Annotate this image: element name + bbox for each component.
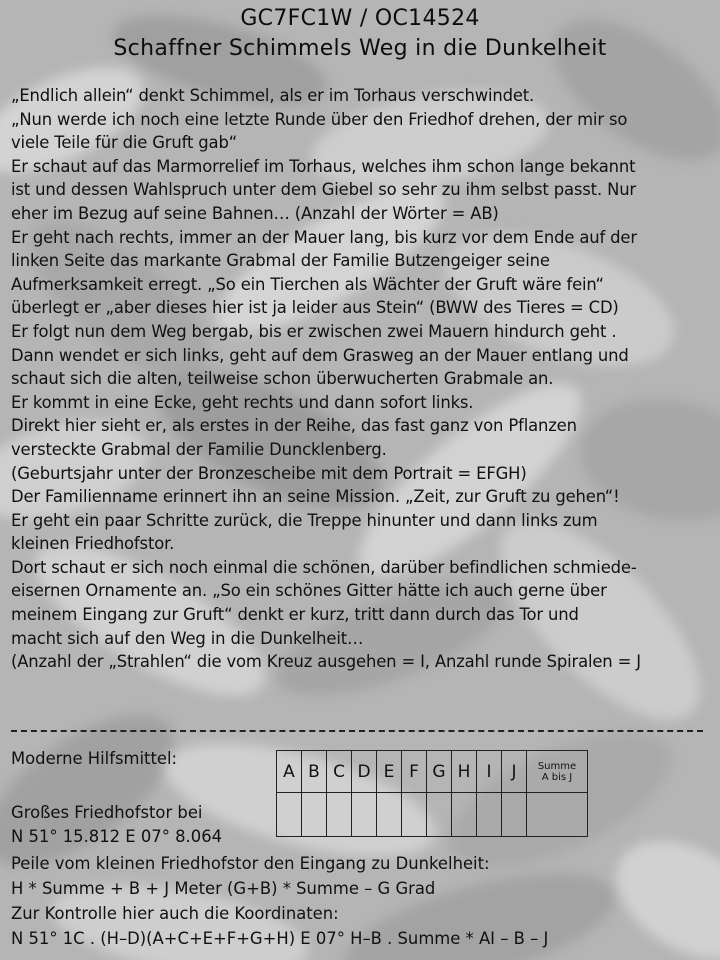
story-line: kleinen Friedhofstor. bbox=[11, 534, 175, 554]
worksheet-header-f: F bbox=[402, 751, 427, 793]
story-line: Dann wendet er sich links, geht auf dem Grasweg an der Mauer entlang und bbox=[11, 345, 629, 365]
story-line: (Geburtsjahr unter der Bronzescheibe mit dem Portrait = EFGH) bbox=[11, 463, 527, 483]
story-line: Er folgt nun dem Weg bergab, bis er zwischen zwei Mauern hindurch geht . bbox=[11, 321, 617, 341]
story-line: Dort schaut er sich noch einmal die schönen, darüber befindlichen schmiede- bbox=[11, 557, 637, 577]
friedhofstor-coordinates: N 51° 15.812 E 07° 8.064 bbox=[11, 827, 223, 846]
story-line: viele Teile für die Gruft gab“ bbox=[11, 133, 238, 153]
worksheet-cell-sum[interactable] bbox=[527, 793, 588, 837]
worksheet-cell-h[interactable] bbox=[452, 793, 477, 837]
worksheet-header-e: E bbox=[377, 751, 402, 793]
worksheet-cell-c[interactable] bbox=[327, 793, 352, 837]
story-line: macht sich auf den Weg in die Dunkelheit… bbox=[11, 628, 364, 648]
story-line: Er geht nach rechts, immer an der Mauer lang, bis kurz vor dem Ende auf der bbox=[11, 227, 637, 247]
worksheet-cell-j[interactable] bbox=[502, 793, 527, 837]
story-line: meinem Eingang zur Gruft“ denkt er kurz, tritt dann durch das Tor und bbox=[11, 605, 579, 625]
worksheet-header-b: B bbox=[302, 751, 327, 793]
story-text bbox=[11, 84, 717, 674]
story-line: Der Familienname erinnert ihn an seine Mission. „Zeit, zur Gruft zu gehen“! bbox=[11, 487, 620, 507]
cache-name-title: Schaffner Schimmels Weg in die Dunkelheit bbox=[113, 36, 607, 61]
instruction-line: H * Summe + B + J Meter (G+B) * Summe – G Grad bbox=[11, 879, 436, 898]
sum-sublabel: A bis J bbox=[541, 771, 573, 783]
story-line: schaut sich die alten, teilweise schon überwucherten Grabmale an. bbox=[11, 369, 554, 389]
worksheet-cell-a[interactable] bbox=[277, 793, 302, 837]
instructions-block bbox=[11, 851, 548, 951]
worksheet-header-c: C bbox=[327, 751, 352, 793]
story-line: ist und dessen Wahlspruch unter dem Giebel so sehr zu ihm selbst passt. Nur bbox=[11, 180, 637, 200]
story-line: Er schaut auf das Marmorrelief im Torhaus, welches ihm schon lange bekannt bbox=[11, 156, 636, 176]
worksheet-header-g: G bbox=[427, 751, 452, 793]
instruction-line: Peile vom kleinen Friedhofstor den Eingang zu Dunkelheit: bbox=[11, 854, 490, 873]
worksheet-header-i: I bbox=[477, 751, 502, 793]
worksheet-cell-e[interactable] bbox=[377, 793, 402, 837]
story-line: Er geht ein paar Schritte zurück, die Treppe hinunter und dann links zum bbox=[11, 510, 598, 530]
worksheet-header-a: A bbox=[277, 751, 302, 793]
worksheet-header-j: J bbox=[502, 751, 527, 793]
story-line: „Nun werde ich noch eine letzte Runde über den Friedhof drehen, der mir so bbox=[11, 109, 628, 129]
story-line: versteckte Grabmal der Familie Duncklenberg. bbox=[11, 439, 387, 459]
worksheet-cell-g[interactable] bbox=[427, 793, 452, 837]
story-line: (Anzahl der „Strahlen“ die vom Kreuz ausgehen = I, Anzahl runde Spiralen = J bbox=[11, 652, 641, 672]
story-line: eher im Bezug auf seine Bahnen… (Anzahl der Wörter = AB) bbox=[11, 203, 499, 223]
cache-code-title: GC7FC1W / OC14524 bbox=[240, 6, 480, 31]
worksheet-cell-f[interactable] bbox=[402, 793, 427, 837]
story-line: eisernen Ornamente an. „So ein schönes Gitter hätte ich auch gerne über bbox=[11, 581, 607, 601]
story-line: Direkt hier sieht er, als erstes in der Reihe, das fast ganz von Pflanzen bbox=[11, 416, 577, 436]
instruction-line: N 51° 1C . (H–D)(A+C+E+F+G+H) E 07° H–B . Summe * AI – B – J bbox=[11, 929, 549, 948]
tools-label: Moderne Hilfsmittel: bbox=[11, 749, 178, 768]
dashed-divider bbox=[11, 730, 703, 732]
friedhofstor-label: Großes Friedhofstor bei bbox=[11, 803, 203, 822]
worksheet-header-d: D bbox=[352, 751, 377, 793]
worksheet-header-h: H bbox=[452, 751, 477, 793]
answer-worksheet bbox=[276, 750, 588, 837]
sum-label: Summe bbox=[537, 760, 577, 772]
story-line: Er kommt in eine Ecke, geht rechts und dann sofort links. bbox=[11, 392, 474, 412]
worksheet-cell-b[interactable] bbox=[302, 793, 327, 837]
worksheet-cell-i[interactable] bbox=[477, 793, 502, 837]
instruction-line: Zur Kontrolle hier auch die Koordinaten: bbox=[11, 904, 339, 923]
story-line: linken Seite das markante Grabmal der Familie Butzengeiger seine bbox=[11, 251, 550, 271]
story-line: Aufmerksamkeit erregt. „So ein Tierchen als Wächter der Gruft wäre fein“ bbox=[11, 274, 604, 294]
story-line: überlegt er „aber dieses hier ist ja leider aus Stein“ (BWW des Tieres = CD) bbox=[11, 298, 619, 318]
story-line: „Endlich allein“ denkt Schimmel, als er im Torhaus verschwindet. bbox=[11, 86, 535, 105]
worksheet-header-sum bbox=[527, 751, 588, 793]
worksheet-cell-d[interactable] bbox=[352, 793, 377, 837]
